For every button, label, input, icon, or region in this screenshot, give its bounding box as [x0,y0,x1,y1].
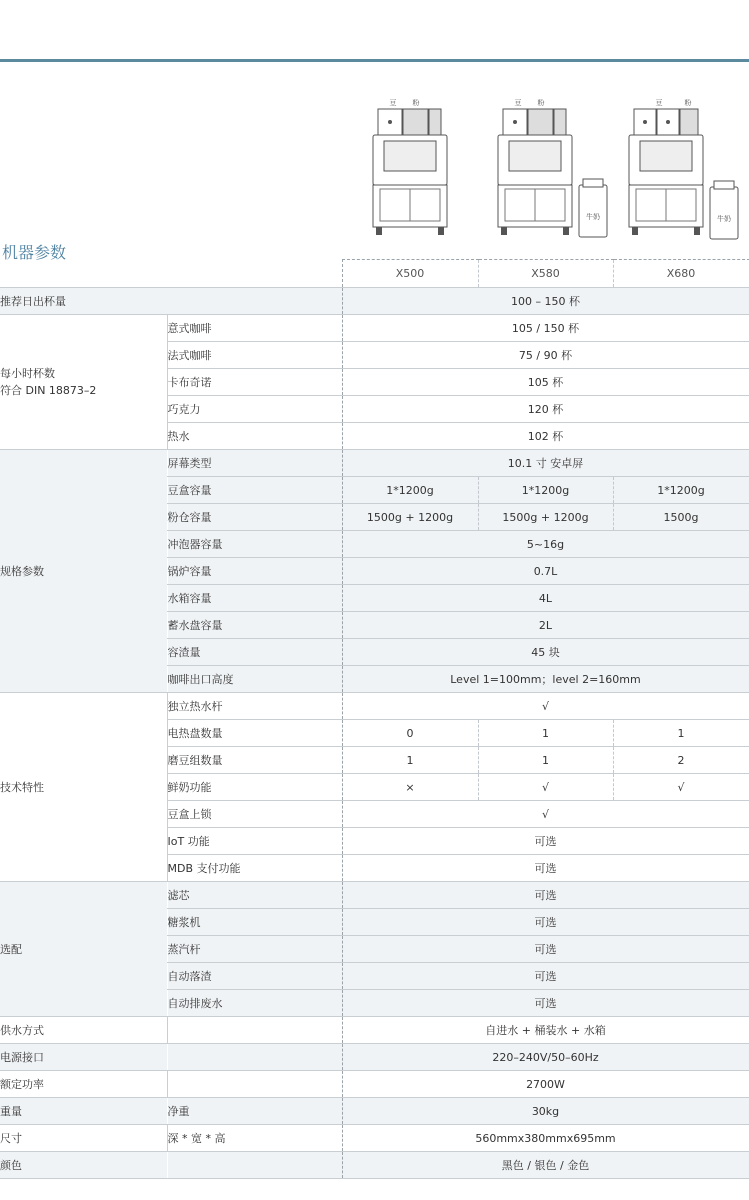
table-row [0,1125,749,1152]
machine-illustration-x580 [495,95,615,245]
row-value: 105 杯 [342,369,749,396]
cell-x580: 1*1200g [478,477,613,504]
sub-label: 屏幕类型 [167,450,342,477]
sub-label: 滤芯 [167,882,342,909]
row-label: 颜色 [0,1152,167,1179]
table-row [0,1098,749,1125]
row-value: 自进水 + 桶装水 + 水箱 [342,1017,749,1044]
sub-label [167,1152,342,1179]
table-row [0,882,749,909]
row-value: 可选 [342,936,749,963]
row-value: 可选 [342,828,749,855]
category-tech: 技术特性 [0,693,167,882]
sub-label: IoT 功能 [167,828,342,855]
row-value: 75 / 90 杯 [342,342,749,369]
sub-label [167,1017,342,1044]
model-header-x580: X580 [478,260,613,288]
bean-hopper-label: 豆 [655,99,663,107]
cell-x500: 0 [342,720,478,747]
sub-label: 咖啡出口高度 [167,666,342,693]
powder-hopper-label: 粉 [684,99,692,107]
sub-label: 卡布奇诺 [167,369,342,396]
row-value: 黑色 / 银色 / 金色 [342,1152,749,1179]
category-line: 符合 DIN 18873–2 [0,384,97,397]
row-value: 可选 [342,882,749,909]
section-title: 机器参数 [2,243,67,262]
cell-x580: 1 [478,747,613,774]
row-value: 102 杯 [342,423,749,450]
sub-label: 水箱容量 [167,585,342,612]
sub-label: 蒸汽杆 [167,936,342,963]
table-row [0,1017,749,1044]
row-value: 220–240V/50–60Hz [342,1044,749,1071]
cell-x500: 1*1200g [342,477,478,504]
row-label: 尺寸 [0,1125,167,1152]
sub-label: 电热盘数量 [167,720,342,747]
category-spec: 规格参数 [0,450,167,693]
table-row [0,1044,749,1071]
table-row [0,693,749,720]
row-value: 可选 [342,990,749,1017]
row-value: 4L [342,585,749,612]
row-value: 10.1 寸 安卓屏 [342,450,749,477]
row-label: 供水方式 [0,1017,167,1044]
spec-table [0,259,749,1179]
sub-label: 磨豆组数量 [167,747,342,774]
sub-label: 糖浆机 [167,909,342,936]
table-header-row [0,260,749,288]
table-row [0,1152,749,1179]
sub-label: 意式咖啡 [167,315,342,342]
model-header-x500: X500 [342,260,478,288]
row-value: 105 / 150 杯 [342,315,749,342]
table-row [0,315,749,342]
machine-illustration-x680 [626,95,746,245]
sub-label: 自动落渣 [167,963,342,990]
sub-label: 热水 [167,423,342,450]
cell-x680: 1 [613,720,749,747]
row-value: 2700W [342,1071,749,1098]
cell-x680: 1500g [613,504,749,531]
category-line: 每小时杯数 [0,367,55,380]
sub-label: 法式咖啡 [167,342,342,369]
row-value: 可选 [342,909,749,936]
sub-label: 锅炉容量 [167,558,342,585]
row-label: 推荐日出杯量 [0,288,342,315]
milk-fridge-label: 牛奶 [717,215,731,223]
row-value: 5~16g [342,531,749,558]
cell-x500: 1 [342,747,478,774]
machine-illustration-x500 [370,95,460,245]
row-value: 可选 [342,855,749,882]
milk-fridge-label: 牛奶 [586,213,600,221]
sub-label: 巧克力 [167,396,342,423]
bean-hopper-label: 豆 [389,99,397,107]
sub-label: 自动排废水 [167,990,342,1017]
row-label: 电源接口 [0,1044,167,1071]
row-value: 可选 [342,963,749,990]
sub-label: 蓄水盘容量 [167,612,342,639]
sub-label: 粉仓容量 [167,504,342,531]
sub-label: 净重 [167,1098,342,1125]
model-header-x680: X680 [613,260,749,288]
row-value: √ [342,801,749,828]
top-divider [0,59,749,62]
row-value: Level 1=100mm；level 2=160mm [342,666,749,693]
cell-x500: × [342,774,478,801]
table-row [0,1071,749,1098]
row-value: 120 杯 [342,396,749,423]
cell-x580: √ [478,774,613,801]
row-label: 重量 [0,1098,167,1125]
bean-hopper-label: 豆 [514,99,522,107]
powder-hopper-label: 粉 [412,99,420,107]
row-value: 2L [342,612,749,639]
cell-x680: 2 [613,747,749,774]
sub-label [167,1071,342,1098]
sub-label: MDB 支付功能 [167,855,342,882]
row-value: 45 块 [342,639,749,666]
sub-label [167,1044,342,1071]
category-options: 选配 [0,882,167,1017]
cell-x680: 1*1200g [613,477,749,504]
row-value: 30kg [342,1098,749,1125]
sub-label: 豆盒上锁 [167,801,342,828]
row-value: 560mmx380mmx695mm [342,1125,749,1152]
sub-label: 豆盒容量 [167,477,342,504]
sub-label: 容渣量 [167,639,342,666]
row-value: √ [342,693,749,720]
cell-x580: 1500g + 1200g [478,504,613,531]
cell-x580: 1 [478,720,613,747]
sub-label: 独立热水杆 [167,693,342,720]
row-value: 0.7L [342,558,749,585]
table-row [0,450,749,477]
sub-label: 鲜奶功能 [167,774,342,801]
sub-label: 冲泡器容量 [167,531,342,558]
cell-x500: 1500g + 1200g [342,504,478,531]
row-label: 额定功率 [0,1071,167,1098]
table-row [0,288,749,315]
category-hourly [0,315,167,450]
sub-label: 深 * 宽 * 高 [167,1125,342,1152]
row-value: 100 – 150 杯 [342,288,749,315]
cell-x680: √ [613,774,749,801]
powder-hopper-label: 粉 [537,99,545,107]
